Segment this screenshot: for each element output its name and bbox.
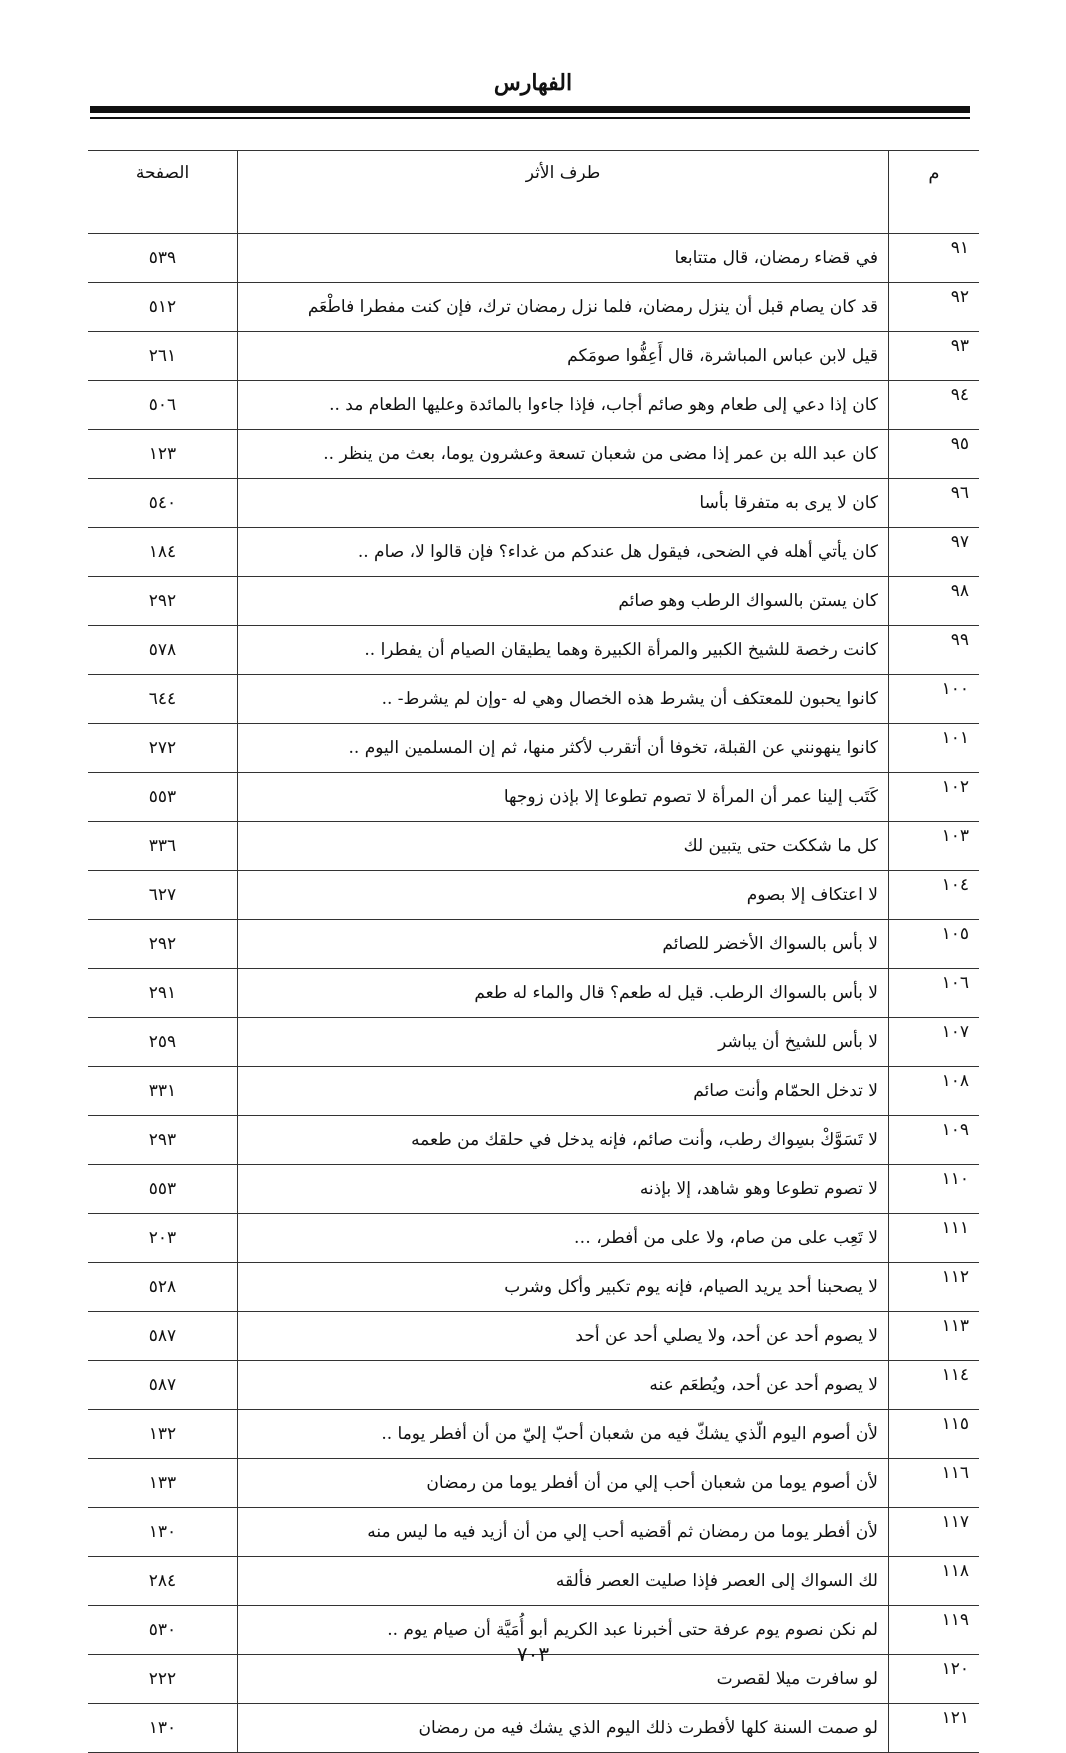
table-row — [88, 1067, 979, 1116]
row-page: ٥٢٨ — [88, 1263, 238, 1312]
row-page: ٢٠٣ — [88, 1214, 238, 1263]
row-number: ١١٢ — [889, 1263, 980, 1312]
row-number: ١٢٠ — [889, 1655, 980, 1704]
row-page: ٢٩٣ — [88, 1116, 238, 1165]
row-text: لم نكن نصوم يوم عرفة حتى أخبرنا عبد الكريم أبو أُمَيَّة أن صيام يوم .. — [238, 1606, 889, 1655]
index-table — [88, 150, 979, 1753]
row-number: ١١٥ — [889, 1410, 980, 1459]
row-text: لأن أصوم اليوم الّذي يشكّ فيه من شعبان أحبّ إليّ من أن أفطر يوما .. — [238, 1410, 889, 1459]
table-row — [88, 1312, 979, 1361]
row-text: لا اعتكاف إلا بصوم — [238, 871, 889, 920]
row-page: ٥٧٨ — [88, 626, 238, 675]
row-page: ١٣٢ — [88, 1410, 238, 1459]
row-text: لا تَعِب على من صام، ولا على من أفطر، … — [238, 1214, 889, 1263]
row-page: ٥٣٩ — [88, 234, 238, 283]
row-number: ١١٣ — [889, 1312, 980, 1361]
row-number: ٩٤ — [889, 381, 980, 430]
row-text: لك السواك إلى العصر فإذا صليت العصر فألقه — [238, 1557, 889, 1606]
row-number: ١٢١ — [889, 1704, 980, 1753]
row-page: ٢٩٢ — [88, 577, 238, 626]
row-page: ١٣٠ — [88, 1704, 238, 1753]
header-page: الصفحة — [88, 151, 238, 234]
row-number: ١٠٧ — [889, 1018, 980, 1067]
row-page: ٥٨٧ — [88, 1361, 238, 1410]
row-text: كانوا ينهونني عن القبلة، تخوفا أن أتقرب لأكثر منها، ثم إن المسلمين اليوم .. — [238, 724, 889, 773]
row-text: لا يصحبنا أحد يريد الصيام، فإنه يوم تكبير وأكل وشرب — [238, 1263, 889, 1312]
row-text: كان يستن بالسواك الرطب وهو صائم — [238, 577, 889, 626]
table-row — [88, 1165, 979, 1214]
header-rule-thick — [90, 106, 970, 113]
table-row — [88, 1410, 979, 1459]
table-row — [88, 1263, 979, 1312]
row-text: كَتَب إلينا عمر أن المرأة لا تصوم تطوعا إلا بإذن زوجها — [238, 773, 889, 822]
table-row — [88, 332, 979, 381]
table-row — [88, 871, 979, 920]
row-page: ٢٢٢ — [88, 1655, 238, 1704]
row-number: ١٠٠ — [889, 675, 980, 724]
row-text: لا تَسَوَّكْ بسِواك رطب، وأنت صائم، فإنه يدخل في حلقك من طعمه — [238, 1116, 889, 1165]
row-text: لا بأس بالسواك الأخضر للصائم — [238, 920, 889, 969]
row-text: لا يصوم أحد عن أحد، ويُطعَم عنه — [238, 1361, 889, 1410]
row-number: ٩٦ — [889, 479, 980, 528]
row-page: ٥٨٧ — [88, 1312, 238, 1361]
row-text: قيل لابن عباس المباشرة، قال أَعِفُّوا صومَكم — [238, 332, 889, 381]
table-row — [88, 1116, 979, 1165]
header-num: م — [889, 151, 980, 234]
table-row — [88, 528, 979, 577]
row-page: ٦٢٧ — [88, 871, 238, 920]
table-row — [88, 1361, 979, 1410]
row-text: كانت رخصة للشيخ الكبير والمرأة الكبيرة وهما يطيقان الصيام أن يفطرا .. — [238, 626, 889, 675]
row-number: ١١٧ — [889, 1508, 980, 1557]
row-page: ٢٨٤ — [88, 1557, 238, 1606]
row-number: ٩٢ — [889, 283, 980, 332]
table-row — [88, 675, 979, 724]
row-text: لو سافرت ميلا لقصرت — [238, 1655, 889, 1704]
row-page: ٥٥٣ — [88, 773, 238, 822]
row-page: ٢٩١ — [88, 969, 238, 1018]
table-row — [88, 1704, 979, 1753]
row-number: ٩٨ — [889, 577, 980, 626]
row-page: ٥٣٠ — [88, 1606, 238, 1655]
row-number: ٩٣ — [889, 332, 980, 381]
row-text: كانوا يحبون للمعتكف أن يشرط هذه الخصال وهي له -وإن لم يشرط- .. — [238, 675, 889, 724]
row-text: كل ما شككت حتى يتبين لك — [238, 822, 889, 871]
row-number: ١٠٥ — [889, 920, 980, 969]
row-page: ٥٥٣ — [88, 1165, 238, 1214]
row-number: ٩٥ — [889, 430, 980, 479]
table-row — [88, 1018, 979, 1067]
table-row — [88, 1459, 979, 1508]
row-number: ٩٩ — [889, 626, 980, 675]
row-page: ٣٣١ — [88, 1067, 238, 1116]
row-number: ١٠٩ — [889, 1116, 980, 1165]
row-number: ١٠٣ — [889, 822, 980, 871]
header-text: طرف الأثر — [238, 151, 889, 234]
table-row — [88, 430, 979, 479]
row-number: ٩١ — [889, 234, 980, 283]
row-number: ١١٤ — [889, 1361, 980, 1410]
row-text: لا تدخل الحمّام وأنت صائم — [238, 1067, 889, 1116]
row-text: لا يصوم أحد عن أحد، ولا يصلي أحد عن أحد — [238, 1312, 889, 1361]
row-text: لأن أفطر يوما من رمضان ثم أقضيه أحب إلي من أن أزيد فيه ما ليس منه — [238, 1508, 889, 1557]
table-row — [88, 381, 979, 430]
table-header-row — [88, 151, 979, 234]
row-page: ٢٦١ — [88, 332, 238, 381]
row-page: ٥٠٦ — [88, 381, 238, 430]
row-number: ١١٦ — [889, 1459, 980, 1508]
table-row — [88, 1214, 979, 1263]
table-row — [88, 773, 979, 822]
row-number: ١٠٢ — [889, 773, 980, 822]
row-text: قد كان يصام قبل أن ينزل رمضان، فلما نزل رمضان ترك، فإن كنت مفطرا فاطْعَم — [238, 283, 889, 332]
table-row — [88, 822, 979, 871]
row-text: لا بأس للشيخ أن يباشر — [238, 1018, 889, 1067]
row-text: كان لا يرى به متفرقا بأسا — [238, 479, 889, 528]
row-page: ٥٤٠ — [88, 479, 238, 528]
row-number: ١١١ — [889, 1214, 980, 1263]
row-page: ٢٧٢ — [88, 724, 238, 773]
table-row — [88, 920, 979, 969]
row-text: لو صمت السنة كلها لأفطرت ذلك اليوم الذي يشك فيه من رمضان — [238, 1704, 889, 1753]
header-rule-thin — [90, 117, 970, 119]
row-number: ١١٠ — [889, 1165, 980, 1214]
row-text: لا بأس بالسواك الرطب. قيل له طعم؟ قال والماء له طعم — [238, 969, 889, 1018]
table-row — [88, 626, 979, 675]
row-text: لا تصوم تطوعا وهو شاهد، إلا بإذنه — [238, 1165, 889, 1214]
page-number: ٧٠٣ — [516, 1642, 550, 1666]
row-number: ١١٨ — [889, 1557, 980, 1606]
row-page: ١٣٠ — [88, 1508, 238, 1557]
row-number: ٩٧ — [889, 528, 980, 577]
row-number: ١٠٦ — [889, 969, 980, 1018]
row-number: ١٠١ — [889, 724, 980, 773]
row-text: كان إذا دعي إلى طعام وهو صائم أجاب، فإذا جاءوا بالمائدة وعليها الطعام مد .. — [238, 381, 889, 430]
row-page: ٢٩٢ — [88, 920, 238, 969]
table-row — [88, 577, 979, 626]
row-page: ٣٣٦ — [88, 822, 238, 871]
row-number: ١١٩ — [889, 1606, 980, 1655]
table-row — [88, 969, 979, 1018]
table-row — [88, 479, 979, 528]
row-text: كان عبد الله بن عمر إذا مضى من شعبان تسعة وعشرون يوما، بعث من ينظر .. — [238, 430, 889, 479]
row-text: في قضاء رمضان، قال متتابعا — [238, 234, 889, 283]
row-page: ١٣٣ — [88, 1459, 238, 1508]
table-row — [88, 234, 979, 283]
row-text: كان يأتي أهله في الضحى، فيقول هل عندكم من غداء؟ فإن قالوا لا، صام .. — [238, 528, 889, 577]
row-page: ١٨٤ — [88, 528, 238, 577]
table-row — [88, 724, 979, 773]
row-page: ٢٥٩ — [88, 1018, 238, 1067]
row-number: ١٠٤ — [889, 871, 980, 920]
row-page: ٥١٢ — [88, 283, 238, 332]
row-text: لأن أصوم يوما من شعبان أحب إلي من أن أفطر يوما من رمضان — [238, 1459, 889, 1508]
row-number: ١٠٨ — [889, 1067, 980, 1116]
table-row — [88, 1557, 979, 1606]
row-page: ١٢٣ — [88, 430, 238, 479]
table-row — [88, 283, 979, 332]
table-row — [88, 1508, 979, 1557]
page-header-title: الفهارس — [493, 70, 573, 96]
row-page: ٦٤٤ — [88, 675, 238, 724]
